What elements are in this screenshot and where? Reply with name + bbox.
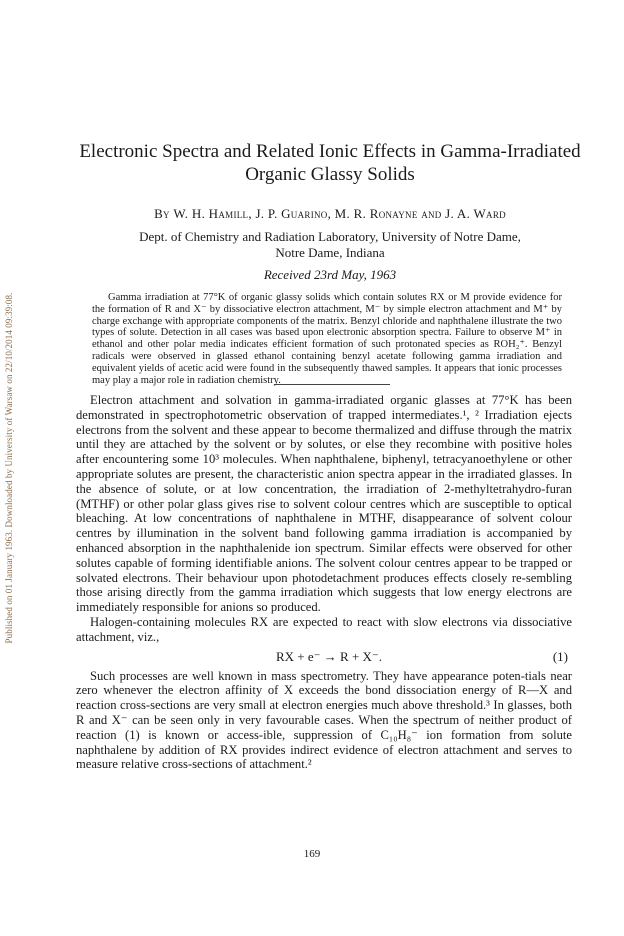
download-watermark bbox=[0, 0, 18, 936]
equation-text: RX + e⁻ → R + X⁻. bbox=[276, 648, 383, 664]
body-paragraph-2: Halogen-containing molecules RX are expected to react with slow electrons via dissociative attachment, viz., bbox=[76, 614, 572, 644]
body-paragraph-3: Such processes are well known in mass spectrometry. They have appearance poten-tials near zero whenever the electron affinity of X exceeds the bond dissociation energy of R—X and reaction cross-sections are very small at electron energies much above threshold.³ In glasses, both R and X⁻ can be seen only in very favourable cases. When the spectrum of neither product of reaction (1) is known or access-ible, suppression of C₁₀H₈⁻ ion formation from solute naphthalene by addition of RX provides indirect evidence of electron attachment and serves to measure relative cross-sections of attachment.² bbox=[76, 668, 572, 772]
author-line bbox=[70, 206, 590, 222]
abstract bbox=[92, 292, 562, 386]
equation-1 bbox=[76, 645, 572, 669]
download-notice: Published on 01 January 1963. Downloaded by University of Warsaw on 22/10/2014 09:39:08. bbox=[4, 292, 14, 644]
by-label: By bbox=[154, 206, 170, 221]
affiliation-line-1: Dept. of Chemistry and Radiation Laboratory, University of Notre Dame, bbox=[139, 229, 521, 244]
author-names: W. H. Hamill, J. P. Guarino, M. R. Ronayne and J. A. Ward bbox=[173, 206, 506, 221]
page-number: 169 bbox=[303, 848, 321, 860]
abstract-text: Gamma irradiation at 77°K of organic glassy solids which contain solutes RX or M provide evidence for the formation of R and X⁻ by dissociative electron attachment, M⁻ by simple electron attachment and M⁺ by charge exchange with appropriate components of the matrix. Benzyl chloride and naphthalene illustrate the two types of solute. Detection in all cases was based upon electronic absorption spectra. Failure to observe M⁺ in ethanol and other polar media indicates efficient formation of such protonated species as ROH₂⁺. Benzyl radicals were observed in glassed ethanol containing benzyl acetate following gamma irradiation and equivalent yields of acetic acid were found in the subsequently thawed samples. It appears that ionic processes may play a major role in radiation chemistry. bbox=[92, 292, 562, 386]
equation-number: (1) bbox=[552, 648, 568, 664]
article-body bbox=[76, 393, 572, 772]
affiliation-line-2: Notre Dame, Indiana bbox=[275, 245, 385, 260]
section-divider bbox=[274, 384, 390, 385]
body-paragraph-1: Electron attachment and solvation in gamma-irradiated organic glasses at 77°K has been demonstrated in spectrophotometric observation of trapped intermediates.¹, ² Irradiation ejects electrons from the solvent and these appear to become thermalized and diffuse through the matrix until they are attached by the solvent or by solutes, or else they recombine with positive holes after encountering some 10³ molecules. When naphthalene, biphenyl, tetracyanoethylene or other appropriate solutes are present, the characteristic anion spectra appear in the irradiated glasses. In the absence of solute, or at low concentration, the irradiation of 2-methyltetrahydro-furan (MTHF) or other polar glass gives rise to solvent colour centres which are susceptible to optical bleaching. At low concentrations of naphthalene in MTHF, disappearance of solvent colour centres by illumination in the solvent band following gamma irradiation is accompanied by enhanced absorption in the naphthalenide ion spectrum. Similar effects were observed for other solutes capable of forming identifiable anions. The solvent colour centres appear to be trapped or solvated electrons. Their behaviour upon photodetachment produces effects closely re-sembling those arising directly from the gamma irradiation which suggests that low energy electrons are immediately responsible for anions so produced. bbox=[76, 393, 572, 615]
received-date: Received 23rd May, 1963 bbox=[263, 267, 397, 282]
affiliation bbox=[70, 229, 590, 261]
article-title: Electronic Spectra and Related Ionic Effects in Gamma-Irradiated Organic Glassy Solids bbox=[79, 141, 581, 185]
